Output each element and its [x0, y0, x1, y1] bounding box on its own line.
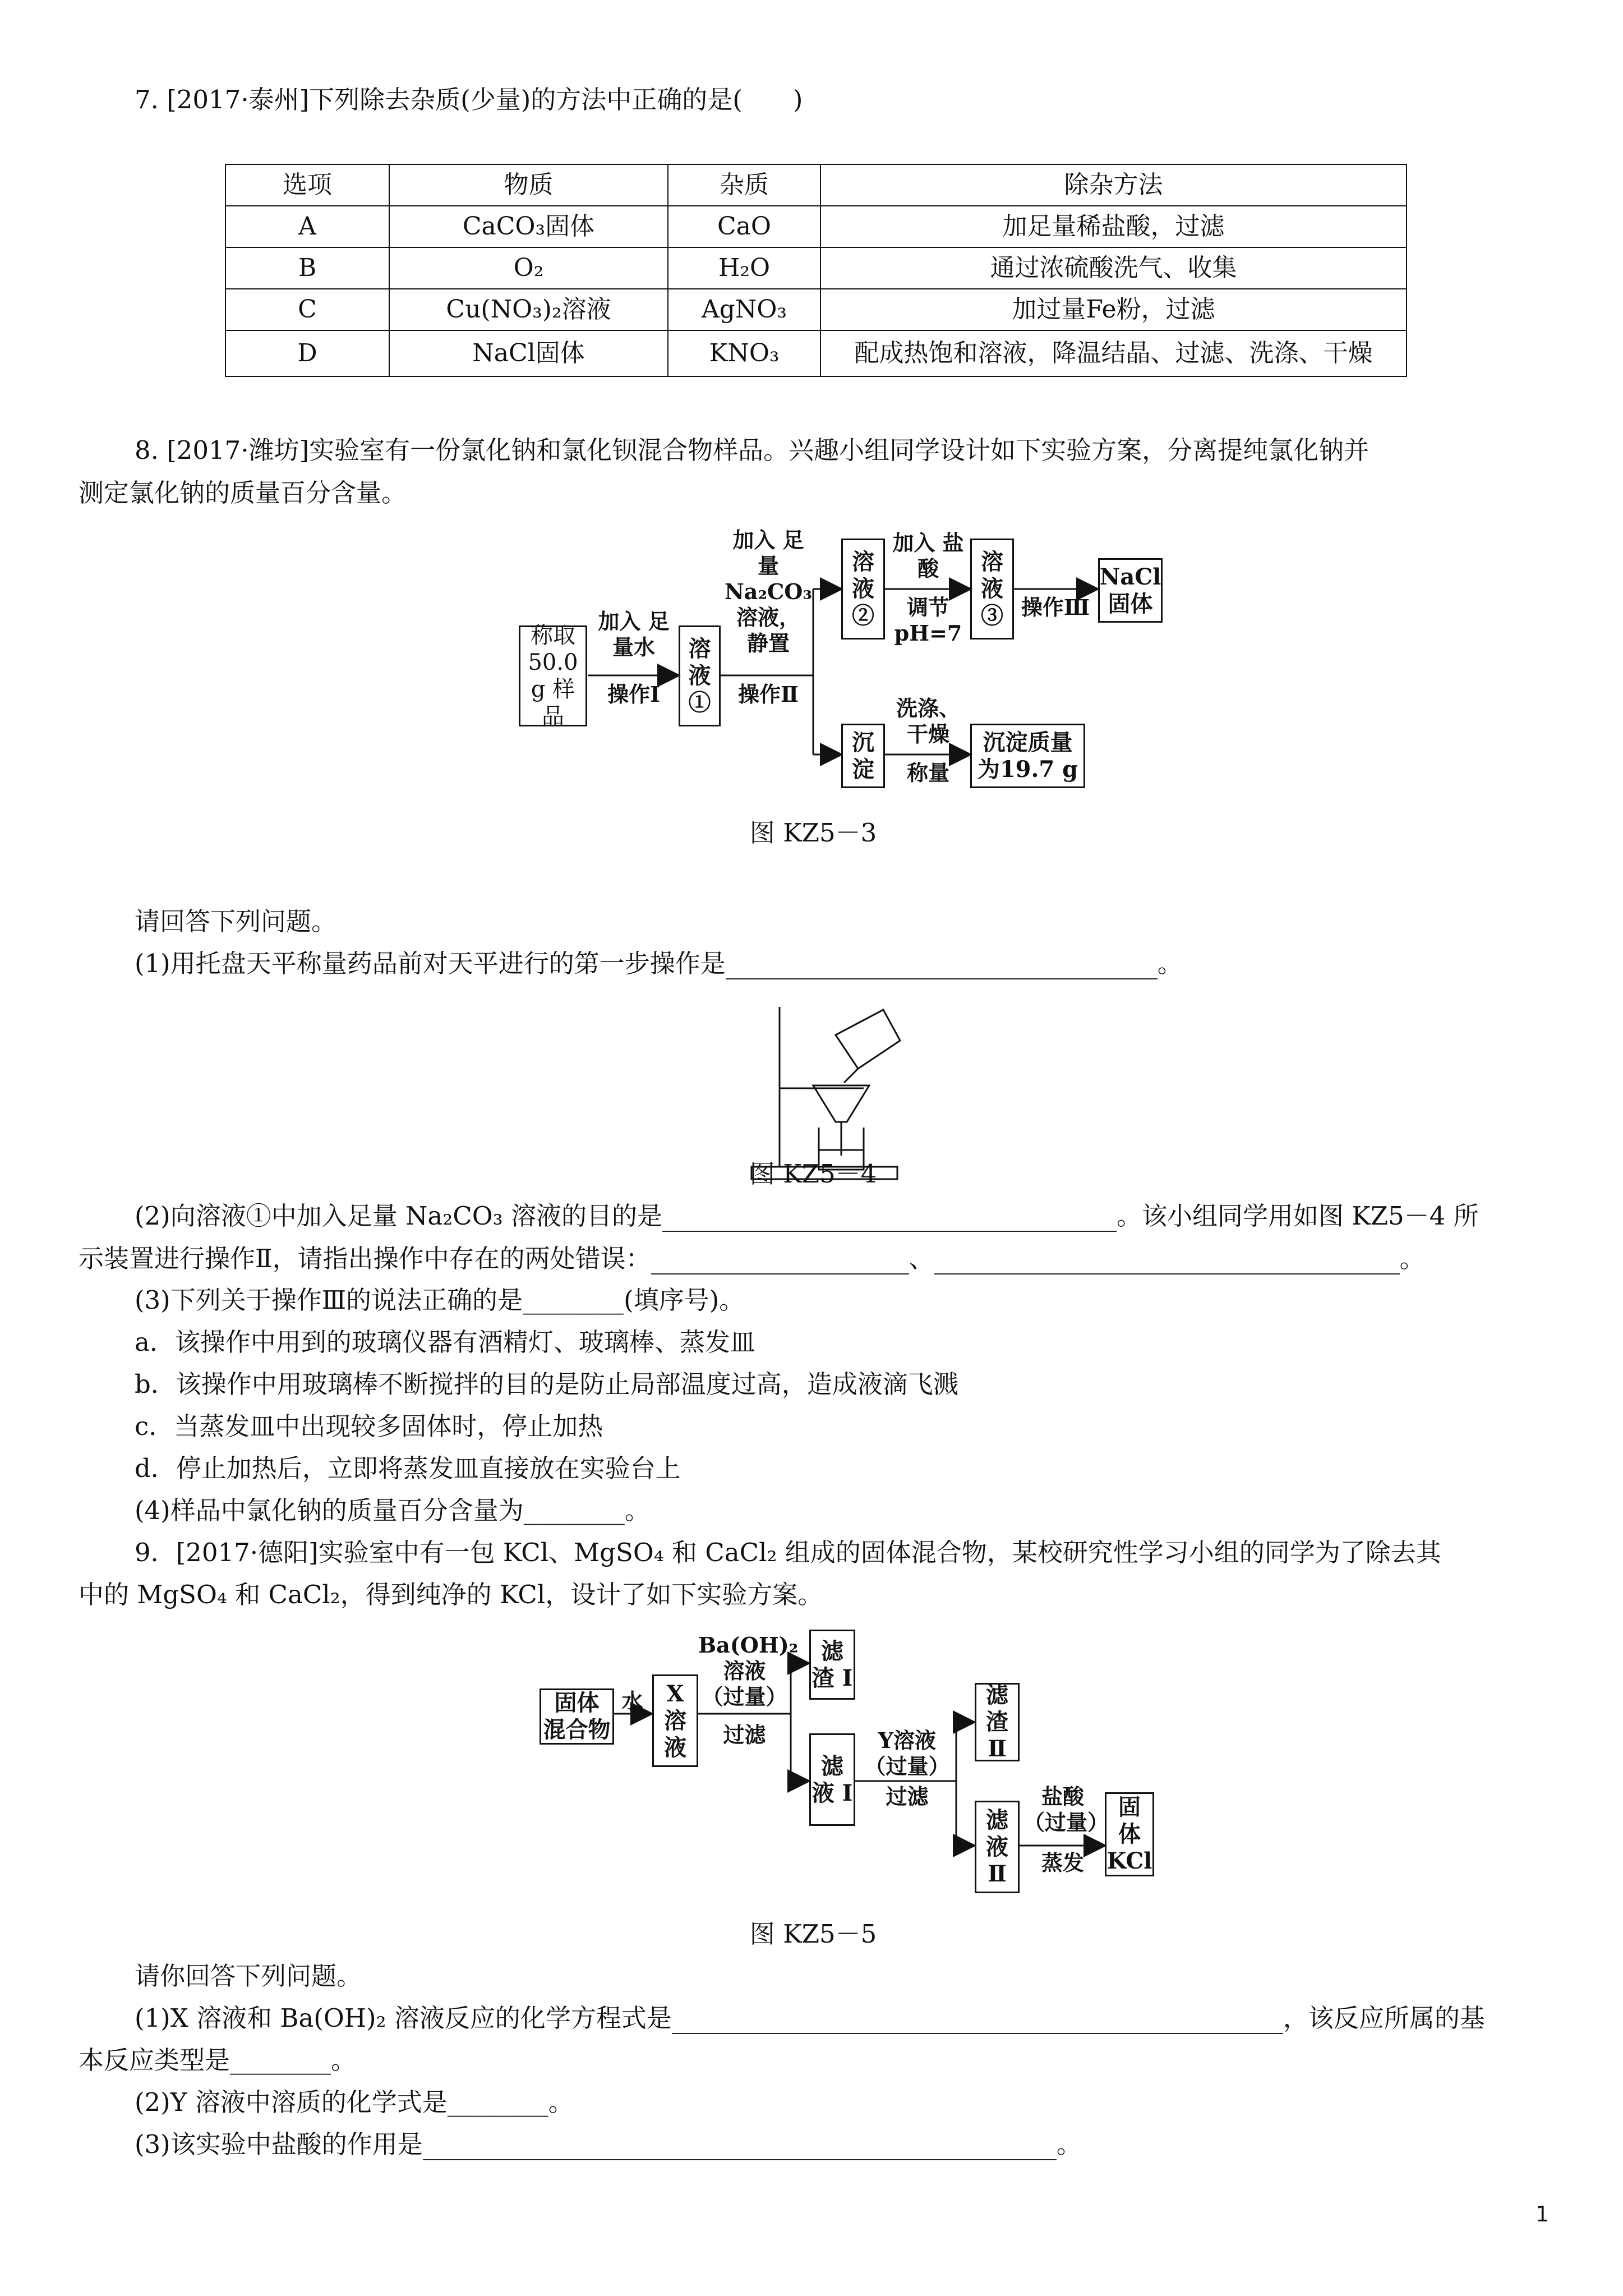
q9-sub1-cont: ，该反应所属的基	[1283, 2003, 1485, 2033]
table-cell: CaCO₃固体	[389, 206, 668, 247]
table-header: 杂质	[668, 164, 820, 206]
flow-label: 操作Ⅲ	[1021, 595, 1090, 620]
table-cell: C	[225, 289, 389, 330]
flow-label: 水	[621, 1688, 643, 1714]
flow-label: 操作Ⅱ	[737, 682, 799, 707]
table-cell: O₂	[389, 247, 668, 289]
figure-caption: 图 KZ5－4	[749, 1159, 877, 1189]
q9-sub2: (2)Y 溶液中溶质的化学式是________。	[135, 2087, 574, 2117]
table-cell: NaCl固体	[389, 330, 668, 376]
table-cell: AgNO₃	[668, 289, 820, 330]
table-cell: H₂O	[668, 247, 820, 289]
q9-sub1-line2: 本反应类型是________。	[79, 2045, 357, 2075]
answer-blank[interactable]	[672, 2008, 1283, 2034]
table-cell: KNO₃	[668, 330, 820, 376]
answer-blank[interactable]	[423, 2134, 1057, 2160]
table-header: 除杂方法	[820, 164, 1407, 206]
table-cell: 加足量稀盐酸，过滤	[820, 206, 1407, 247]
flow-label: 过滤	[886, 1784, 929, 1809]
table-cell: D	[225, 330, 389, 376]
flow-label: 加入 盐酸	[892, 530, 964, 581]
q9-sub3-text: (3)该实验中盐酸的作用是	[135, 2129, 423, 2159]
x-solution-box: X 溶 液	[652, 1674, 698, 1767]
table-cell: CaO	[668, 206, 820, 247]
flow-label: 加入 足量水	[598, 609, 670, 660]
q9-prompt: 请你回答下列问题。	[135, 1961, 362, 1991]
q9-stem-line2: 中的 MgSO₄ 和 CaCl₂，得到纯净的 KCl，设计了如下实验方案。	[79, 1580, 823, 1609]
flow-label: 加入 足量 Na₂CO₃ 溶液， 静置	[725, 527, 812, 656]
table-cell: A	[225, 206, 389, 247]
table-cell: Cu(NO₃)₂溶液	[389, 289, 668, 330]
q8-sub2-cont: 。该小组同学用如图 KZ5－4 所	[1116, 1201, 1479, 1231]
flow-label: 称量	[906, 760, 949, 785]
residue-1-box: 滤 渣 Ⅰ	[809, 1630, 855, 1700]
solution-2-box: 溶 液 ②	[841, 539, 885, 639]
q8-sub1: (1)用托盘天平称量药品前对天平进行的第一步操作是 。	[135, 949, 1183, 978]
q8-option-d: d．停止加热后，立即将蒸发皿直接放在实验台上	[135, 1453, 681, 1483]
q8-option-a: a．该操作中用到的玻璃仪器有酒精灯、玻璃棒、蒸发皿	[135, 1327, 755, 1357]
q9-sub1-line1	[135, 2003, 1485, 2034]
q8-sub2-text2: 示装置进行操作Ⅱ，请指出操作中存在的两处错误：	[79, 1244, 651, 1273]
q8-sub2-text: (2)向溶液①中加入足量 Na₂CO₃ 溶液的目的是	[135, 1201, 662, 1231]
flow-label: 过滤	[723, 1722, 766, 1747]
table-cell: 通过浓硫酸洗气、收集	[820, 247, 1407, 289]
q9-stem-line1: 9．[2017·德阳]实验室中有一包 KCl、MgSO₄ 和 CaCl₂ 组成的固体混合物，某校研究性学习小组的同学为了除去其	[135, 1538, 1441, 1567]
filtrate-2-box: 滤 液 Ⅱ	[975, 1801, 1020, 1893]
flow-label: Y溶液 （过量）	[864, 1728, 950, 1779]
table-header: 物质	[389, 164, 668, 206]
page-number: 1	[1536, 2202, 1550, 2226]
figure-caption: 图 KZ5－5	[749, 1919, 877, 1949]
flow-label: 盐酸 （过量）	[1023, 1784, 1109, 1835]
solid-mixture-box: 固体 混合物	[540, 1688, 614, 1745]
flow-label: 洗涤、 干燥	[896, 696, 960, 747]
table-cell: 加过量Fe粉，过滤	[820, 289, 1407, 330]
q8-sub1-text: (1)用托盘天平称量药品前对天平进行的第一步操作是	[135, 949, 726, 978]
q8-sub2-line2: 示装置进行操作Ⅱ，请指出操作中存在的两处错误： 、 。	[79, 1244, 1425, 1273]
sample-box: 称取 50.0 g 样品	[519, 625, 587, 726]
q7-stem: 7. [2017·泰州]下列除去杂质(少量)的方法中正确的是( )	[135, 85, 803, 114]
residue-2-box: 滤 渣 Ⅱ	[975, 1683, 1020, 1761]
table-cell: B	[225, 247, 389, 289]
solution-3-box: 溶 液 ③	[970, 539, 1014, 639]
precipitate-mass-box: 沉淀质量 为19.7 g	[970, 724, 1085, 788]
q8-sub4: (4)样品中氯化钠的质量百分含量为________。	[135, 1496, 650, 1525]
solution-1-box: 溶 液 ①	[679, 625, 721, 726]
q8-sub3: (3)下列关于操作Ⅲ的说法正确的是________(填序号)。	[135, 1285, 745, 1315]
table-cell: 配成热饱和溶液，降温结晶、过滤、洗涤、干燥	[820, 330, 1407, 376]
flow-label: 蒸发	[1041, 1850, 1084, 1875]
flow-label: Ba(OH)₂ 溶液 （过量）	[698, 1632, 799, 1709]
nacl-box: NaCl 固体	[1098, 558, 1163, 623]
precipitate-box: 沉 淀	[841, 724, 885, 788]
flow-label: 调节 pH=7	[894, 595, 962, 646]
q8-prompt: 请回答下列问题。	[135, 907, 337, 936]
q8-option-b: b．该操作中用玻璃棒不断搅拌的目的是防止局部温度过高，造成液滴飞溅	[135, 1369, 958, 1399]
table-header: 选项	[225, 164, 389, 206]
filtrate-1-box: 滤 液 Ⅰ	[809, 1733, 855, 1826]
flow-label: 操作Ⅰ	[607, 682, 660, 707]
solid-kcl-box: 固 体 KCl	[1105, 1792, 1154, 1876]
q9-sub1-text: (1)X 溶液和 Ba(OH)₂ 溶液反应的化学方程式是	[135, 2003, 672, 2033]
q8-option-c: c．当蒸发皿中出现较多固体时，停止加热	[135, 1411, 603, 1441]
figure-caption: 图 KZ5－3	[749, 818, 877, 848]
q9-sub3: (3)该实验中盐酸的作用是 。	[135, 2129, 1082, 2159]
q8-stem-line2: 测定氯化钠的质量百分含量。	[79, 478, 407, 508]
q8-stem-line1: 8. [2017·潍坊]实验室有一份氯化钠和氯化钡混合物样品。兴趣小组同学设计如下实验方案，分离提纯氯化钠并	[135, 435, 1370, 465]
